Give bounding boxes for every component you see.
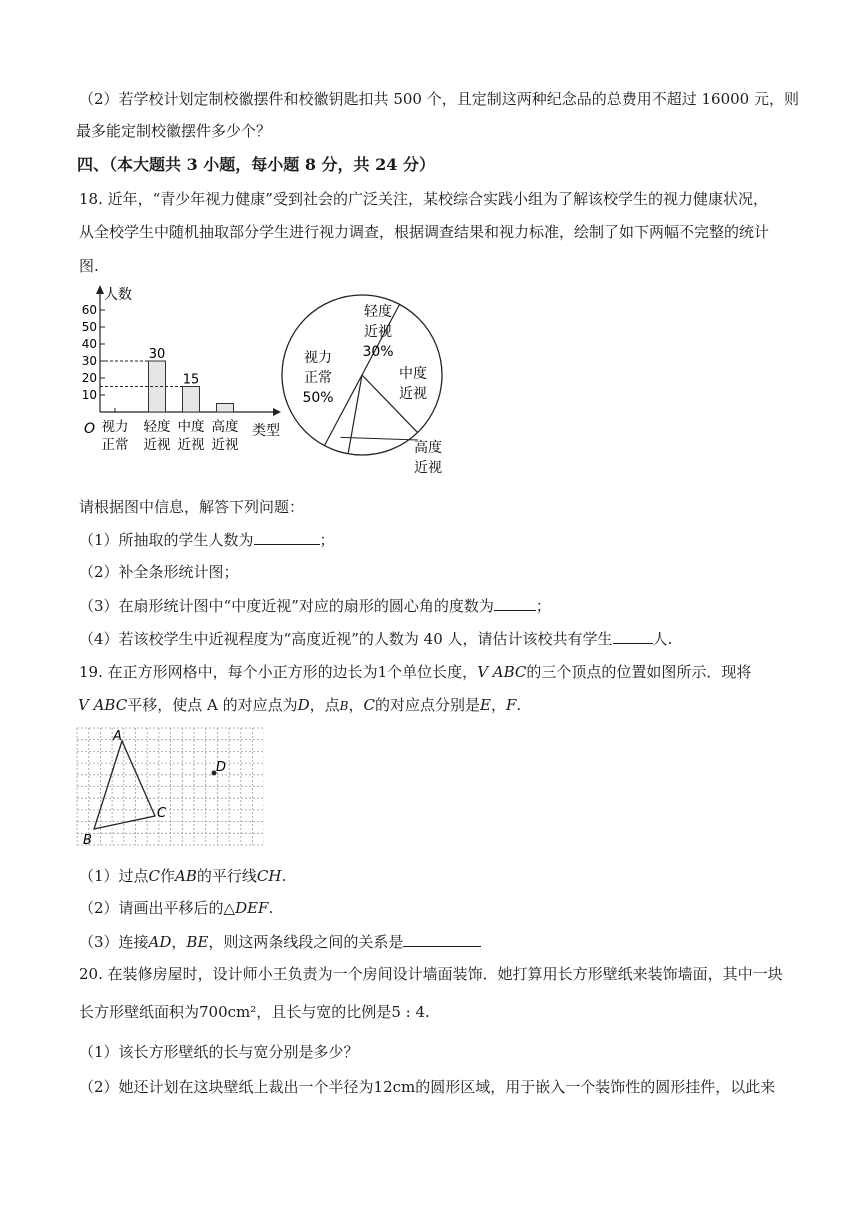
section-4-heading: 四、（本大题共 3 小题，每小题 8 分，共 24 分） xyxy=(77,155,435,174)
pie-slice-label: 中度 xyxy=(399,366,427,382)
q20-line2 xyxy=(79,1002,430,1022)
pie-slice-label: 近视 xyxy=(414,460,442,476)
category-label: 近视 xyxy=(143,437,171,453)
q19-part3 xyxy=(79,931,481,952)
q20-p2-b: 的圆形区域，用于嵌入一个装饰性的圆形挂件，以此来 xyxy=(415,1078,776,1096)
q18-part1-text: （1）所抽取的学生人数为 xyxy=(79,531,254,549)
q19-point-e: E xyxy=(479,696,491,714)
q19-p2-def: △DEF xyxy=(223,899,269,917)
q18-part4-text: （4）若该校学生中近视程度为“高度近视”的人数为 40 人，请估计该校共有学生 xyxy=(79,630,613,648)
y-axis-label: 人数 xyxy=(104,287,132,303)
label-b: B xyxy=(83,833,92,848)
q20-text-c: . xyxy=(425,1003,430,1021)
q19-p3-c: ，则这两条线段之间的关系是 xyxy=(208,933,404,951)
q17-part2-line2: 最多能定制校徽摆件多少个？ xyxy=(76,122,272,140)
q19-point-c: C xyxy=(363,696,375,714)
q18-part2: （2）补全条形统计图； xyxy=(79,563,239,581)
q19-p3-a: （3）连接 xyxy=(79,933,149,951)
q18-stem-line3: 图. xyxy=(79,257,99,275)
pie-slice-label: 高度 xyxy=(414,440,442,456)
q19-one: 1 xyxy=(377,663,388,681)
q19-p1-d: . xyxy=(281,867,287,885)
category-label: 近视 xyxy=(211,437,239,453)
answer-blank-3[interactable] xyxy=(494,595,536,611)
q19-point-b: B xyxy=(339,699,349,713)
data-label: 30 xyxy=(148,347,166,362)
pie-slice-label: 近视 xyxy=(364,324,392,340)
q19-p1-b: 作 xyxy=(160,867,176,885)
pie-slice-label: 轻度 xyxy=(364,304,392,320)
category-label: 轻度 xyxy=(143,419,171,435)
y-tick-label: 40 xyxy=(81,337,97,351)
square-grid-figure xyxy=(76,727,264,851)
q20-part1: （1）该长方形壁纸的长与宽分别是多少？ xyxy=(79,1043,359,1061)
bar-chart xyxy=(78,282,288,462)
q19-text-b: 个单位长度， xyxy=(387,663,478,681)
label-d: D xyxy=(216,760,227,775)
q17-part2-line1: （2）若学校计划定制校徽摆件和校徽钥匙扣共 500 个，且定制这两种纪念品的总费用不超过 16000 元，则 xyxy=(79,90,799,108)
q19-part2 xyxy=(79,898,273,918)
q20-line1: 20. 在装修房屋时，设计师小王负责为一个房间设计墙面装饰．她打算用长方形壁纸来装饰墙面，其中一块 xyxy=(79,965,783,983)
q18-part1-end: ； xyxy=(319,531,335,549)
q20-radius: 12cm xyxy=(373,1078,416,1096)
category-label: 近视 xyxy=(177,437,205,453)
category-label: 正常 xyxy=(101,437,129,453)
q20-ratio: 5 : 4 xyxy=(391,1003,425,1021)
q19-p1-text: 的平行线 xyxy=(196,867,257,885)
q18-part3-end: ； xyxy=(535,597,551,615)
q19-text-h: ， xyxy=(490,696,506,714)
q18-prompt: 请根据图中信息，解答下列问题： xyxy=(79,498,305,516)
pie-chart xyxy=(278,290,468,485)
label-c: C xyxy=(157,806,167,821)
q19-p2-a: （2）请画出平移后的 xyxy=(79,899,224,917)
q19-text-d: 平移，使点 A 的对应点为 xyxy=(127,696,298,714)
y-tick-label: 60 xyxy=(81,303,97,317)
q18-part4 xyxy=(79,628,672,649)
q18-stem-line1: 18. 近年，“青少年视力健康”受到社会的广泛关注，某校综合实践小组为了解该校学生的视力健康状况， xyxy=(79,190,768,208)
q19-triangle-abc: V ABC xyxy=(477,663,527,681)
q19-line2 xyxy=(78,695,521,716)
bar xyxy=(183,387,200,413)
q19-p1-ab: AB xyxy=(175,867,197,885)
q19-p2-b: . xyxy=(268,899,274,917)
q18-part1 xyxy=(79,529,335,550)
q20-text-a: 长方形壁纸面积为 xyxy=(79,1003,200,1021)
q18-part3 xyxy=(79,595,551,616)
y-tick-label: 20 xyxy=(81,371,97,385)
origin-label: O xyxy=(84,421,96,437)
answer-blank-q19[interactable] xyxy=(403,931,481,947)
q19-text-i: . xyxy=(516,696,522,714)
pie-slice-label: 近视 xyxy=(399,386,427,402)
q19-p1-c: C xyxy=(148,867,161,885)
q18-stem-line2: 从全校学生中随机抽取部分学生进行视力调查，根据调查结果和视力标准，绘制了如下两幅不完整的统计 xyxy=(79,223,770,241)
pie-slice-label: 正常 xyxy=(304,370,332,386)
q19-triangle-abc-2: V ABC xyxy=(78,696,128,714)
q19-p3-ad: AD xyxy=(148,933,172,951)
category-label: 高度 xyxy=(211,419,239,435)
y-axis-arrow xyxy=(96,285,104,294)
answer-blank-1[interactable] xyxy=(254,529,320,545)
data-label: 15 xyxy=(182,372,200,388)
q19-text-a: 19. 在正方形网格中，每个小正方形的边长为 xyxy=(79,663,378,681)
q18-part4-end: 人. xyxy=(652,630,673,648)
pie-slice-percent: 50% xyxy=(302,390,334,406)
label-a: A xyxy=(113,729,122,744)
category-label: 视力 xyxy=(101,419,129,435)
pie-slice-percent: 30% xyxy=(362,344,394,360)
triangle-abc xyxy=(94,741,155,829)
q19-p3-b: ， xyxy=(171,933,187,951)
q18-part3-text: （3）在扇形统计图中“中度近视”对应的扇形的圆心角的度数为 xyxy=(79,597,494,615)
q20-area: 700cm² xyxy=(199,1003,257,1021)
q20-p2-a: （2）她还计划在这块壁纸上裁出一个半径为 xyxy=(79,1078,374,1096)
y-tick-label: 50 xyxy=(81,320,97,334)
q20-text-b: ，且长与宽的比例是 xyxy=(256,1003,392,1021)
q19-part1 xyxy=(79,866,286,886)
q19-p1-a: （1）过点 xyxy=(79,867,149,885)
q19-p1-ch: CH xyxy=(256,867,282,885)
category-label: 中度 xyxy=(177,419,205,435)
q19-text-g: 的对应点分别是 xyxy=(374,696,480,714)
q20-part2 xyxy=(79,1077,775,1097)
q19-text-c: 的三个顶点的位置如图所示．现将 xyxy=(526,663,752,681)
q19-p3-be: BE xyxy=(186,933,209,951)
answer-blank-4[interactable] xyxy=(613,628,653,644)
q19-text-f: ， xyxy=(348,696,364,714)
q19-point-f: F xyxy=(505,696,517,714)
q19-point-d: D xyxy=(297,696,310,714)
y-tick-label: 10 xyxy=(81,388,97,402)
y-tick-label: 30 xyxy=(81,354,97,368)
pie-slice-label: 视力 xyxy=(304,350,332,366)
bar xyxy=(217,404,234,413)
q19-text-e: ，点 xyxy=(309,696,340,714)
q19-line1 xyxy=(79,662,751,682)
x-axis-label: 类型 xyxy=(252,423,280,439)
